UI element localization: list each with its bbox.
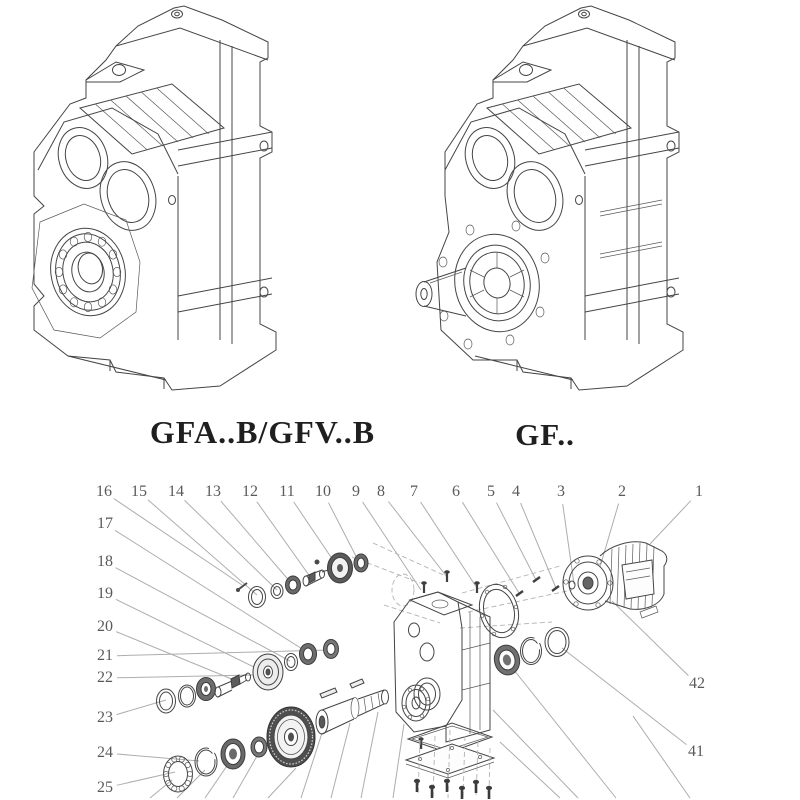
model-label-right: GF.. bbox=[515, 417, 575, 452]
callout-24: 24 bbox=[97, 744, 113, 761]
snap-ring bbox=[521, 638, 542, 665]
leader-line-13 bbox=[221, 501, 292, 584]
callout-9: 9 bbox=[352, 483, 360, 500]
washer bbox=[251, 737, 267, 757]
leader-line-42 bbox=[612, 601, 688, 676]
leader-line-2 bbox=[600, 504, 619, 568]
callout-23: 23 bbox=[97, 709, 113, 726]
input-bores bbox=[38, 108, 178, 238]
leader-line-8 bbox=[388, 502, 447, 578]
intermediate-gear bbox=[253, 654, 283, 690]
leader-line-9 bbox=[363, 502, 421, 590]
leader-line-12 bbox=[257, 502, 311, 578]
callout-11: 11 bbox=[279, 483, 295, 500]
leader-line-5 bbox=[497, 503, 537, 580]
callout-15: 15 bbox=[131, 483, 147, 500]
bearing bbox=[300, 644, 317, 665]
leader-line-20 bbox=[116, 632, 239, 682]
callout-7: 7 bbox=[410, 483, 418, 500]
ribbed-top bbox=[80, 84, 224, 154]
pinion-shaft bbox=[215, 673, 251, 697]
leader-line-7 bbox=[421, 502, 477, 588]
bearing bbox=[354, 554, 368, 572]
o-ring bbox=[179, 685, 196, 707]
leader-line-14 bbox=[185, 500, 277, 590]
bearing bbox=[286, 576, 301, 594]
output-flange bbox=[439, 221, 549, 349]
output-bearing bbox=[492, 643, 523, 678]
bearing bbox=[221, 739, 245, 769]
callout-16: 16 bbox=[96, 483, 112, 500]
callout-21: 21 bbox=[97, 647, 113, 664]
gear-housing bbox=[394, 592, 490, 742]
callout-18: 18 bbox=[97, 553, 113, 570]
leader-line-22 bbox=[117, 675, 253, 678]
input-shaft-parts bbox=[236, 553, 368, 608]
side-flange-strips bbox=[585, 40, 679, 344]
callout-2: 2 bbox=[618, 483, 626, 500]
callout-13: 13 bbox=[205, 483, 221, 500]
callout-10: 10 bbox=[315, 483, 331, 500]
leader-line-21 bbox=[117, 650, 329, 656]
output-gear bbox=[267, 707, 315, 767]
leader-line-18 bbox=[116, 568, 290, 661]
callout-19: 19 bbox=[97, 585, 113, 602]
seal-cap bbox=[249, 587, 266, 608]
motor bbox=[563, 542, 667, 618]
callout-41: 41 bbox=[688, 743, 704, 760]
gearbox-drawing-left bbox=[0, 0, 420, 410]
base-bolts bbox=[414, 779, 491, 799]
input-bores bbox=[445, 108, 585, 238]
callout-22: 22 bbox=[97, 669, 113, 686]
leader-line-23 bbox=[117, 700, 167, 715]
callout-17: 17 bbox=[97, 515, 113, 532]
callout-5: 5 bbox=[487, 483, 495, 500]
callout-42: 42 bbox=[689, 675, 705, 692]
bearing bbox=[197, 678, 216, 701]
output-bearing bbox=[32, 204, 140, 338]
callout-4: 4 bbox=[512, 483, 520, 500]
seal-cap bbox=[157, 689, 176, 713]
input-gear bbox=[328, 553, 353, 583]
washer bbox=[271, 584, 283, 599]
top-plug bbox=[579, 10, 590, 18]
callout-6: 6 bbox=[452, 483, 460, 500]
bearing-balls bbox=[55, 232, 121, 311]
top-plug bbox=[172, 10, 183, 18]
leader-lines bbox=[114, 499, 691, 786]
leader-line-15 bbox=[148, 500, 257, 595]
gearbox-drawing-right bbox=[400, 0, 720, 410]
callout-1: 1 bbox=[695, 483, 703, 500]
oil-seal-ring bbox=[545, 628, 569, 657]
output-shaft bbox=[416, 268, 466, 316]
leader-line-41 bbox=[562, 648, 687, 745]
callout-12: 12 bbox=[242, 483, 258, 500]
key bbox=[320, 679, 364, 698]
side-flange-strips bbox=[178, 40, 272, 344]
callout-20: 20 bbox=[97, 618, 113, 635]
phantom-lines bbox=[352, 543, 572, 628]
housing-outline bbox=[437, 6, 683, 390]
callout-14: 14 bbox=[168, 483, 184, 500]
callout-3: 3 bbox=[557, 483, 565, 500]
washer bbox=[285, 654, 298, 671]
leader-line-17 bbox=[115, 530, 307, 652]
ribbed-top bbox=[487, 84, 631, 154]
ring bbox=[324, 640, 339, 659]
housing-outline bbox=[34, 6, 276, 390]
callout-8: 8 bbox=[377, 483, 385, 500]
model-label-left: GFA..B/GFV..B bbox=[149, 414, 376, 450]
callout-25: 25 bbox=[97, 779, 113, 796]
base-cover-assembly bbox=[406, 723, 494, 799]
set-screw bbox=[315, 560, 320, 565]
leader-line-25 bbox=[117, 772, 175, 785]
snap-ring bbox=[195, 748, 217, 776]
leader-line-1 bbox=[650, 501, 691, 544]
